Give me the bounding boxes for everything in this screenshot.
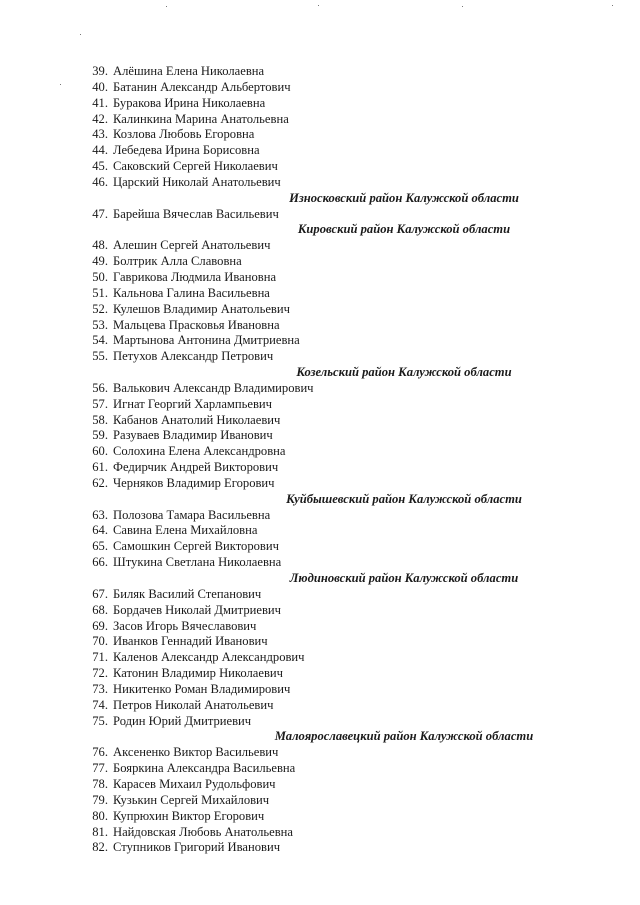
district-heading: Куйбышевский район Калужской области (286, 491, 522, 506)
list-item (84, 318, 604, 334)
item-number: 52. (92, 301, 108, 316)
item-number: 78. (92, 776, 108, 791)
item-number: 60. (92, 444, 108, 459)
list-item (84, 619, 604, 635)
person-name: Кулешов Владимир Анатольевич (113, 301, 290, 316)
item-number: 56. (92, 380, 108, 395)
item-number: 68. (92, 602, 108, 617)
list-item (84, 460, 604, 476)
list-item (84, 539, 604, 555)
person-name: Буракова Ирина Николаевна (113, 95, 266, 110)
person-name: Родин Юрий Дмитриевич (113, 713, 252, 728)
item-number: 61. (92, 460, 108, 475)
list-item (84, 127, 604, 143)
list-item (84, 413, 604, 429)
item-number: 70. (92, 634, 108, 649)
person-name: Царский Николай Анатольевич (113, 174, 281, 189)
item-number: 80. (92, 808, 108, 823)
item-number: 57. (92, 396, 108, 411)
item-number: 46. (92, 174, 108, 189)
list-item (84, 523, 604, 539)
person-name: Бояркина Александра Васильевна (113, 761, 296, 776)
person-name: Никитенко Роман Владимирович (113, 681, 291, 696)
person-name: Каленов Александр Александрович (113, 650, 305, 665)
person-name: Катонин Владимир Николаевич (113, 666, 284, 681)
person-name: Солохина Елена Александровна (113, 444, 286, 459)
person-name: Самошкин Сергей Викторович (113, 539, 279, 554)
scan-speck (462, 6, 463, 7)
list-item (84, 809, 604, 825)
item-number: 40. (92, 79, 108, 94)
person-name: Лебедева Ирина Борисовна (113, 143, 260, 158)
item-number: 76. (92, 745, 108, 760)
person-name: Купрюхин Виктор Егорович (113, 808, 265, 823)
item-number: 69. (92, 618, 108, 633)
person-name: Разуваев Владимир Иванович (113, 428, 273, 443)
person-name: Бордачев Николай Дмитриевич (113, 602, 281, 617)
person-name: Саковский Сергей Николаевич (113, 159, 278, 174)
item-number: 48. (92, 238, 108, 253)
list-item (84, 286, 604, 302)
list-item (84, 238, 604, 254)
item-number: 49. (92, 254, 108, 269)
person-name: Карасев Михаил Рудольфович (113, 776, 276, 791)
item-number: 55. (92, 349, 108, 364)
item-number: 58. (92, 412, 108, 427)
item-number: 79. (92, 792, 108, 807)
person-name: Алешин Сергей Анатольевич (113, 238, 271, 253)
list-item (84, 96, 604, 112)
list-item (84, 207, 604, 223)
person-name: Найдовская Любовь Анатольевна (113, 824, 294, 839)
district-heading: Людиновский район Калужской области (289, 571, 519, 585)
person-name: Петухов Александр Петрович (113, 349, 274, 364)
district-heading: Козельский район Калужской области (296, 365, 512, 380)
item-number: 74. (92, 697, 108, 712)
list-item (84, 587, 604, 603)
list-item (84, 825, 604, 841)
item-number: 63. (92, 507, 108, 522)
item-number: 72. (92, 666, 108, 681)
item-number: 73. (92, 681, 108, 696)
list-item (84, 555, 604, 571)
list-item (84, 761, 604, 777)
item-number: 71. (92, 650, 108, 665)
district-heading: Кировский район Калужской области (297, 222, 511, 237)
item-number: 81. (92, 824, 108, 839)
list-item (84, 80, 604, 96)
item-number: 51. (92, 285, 108, 300)
person-name: Черняков Владимир Егорович (113, 475, 275, 490)
item-number: 50. (92, 269, 108, 284)
name-list (84, 64, 604, 856)
list-item (84, 603, 604, 619)
person-name: Иванков Геннадий Иванович (113, 634, 268, 649)
person-name: Кабанов Анатолий Николаевич (113, 412, 281, 427)
person-name: Засов Игорь Вячеславович (113, 618, 257, 633)
list-item (84, 714, 604, 730)
item-number: 53. (92, 317, 108, 332)
item-number: 44. (92, 143, 108, 158)
list-item (84, 508, 604, 524)
scan-speck (318, 5, 319, 6)
scan-speck (166, 6, 167, 7)
person-name: Биляк Василий Степанович (113, 586, 262, 601)
person-name: Калинкина Марина Анатольевна (113, 111, 289, 126)
list-item (84, 159, 604, 175)
person-name: Петров Николай Анатольевич (113, 697, 274, 712)
person-name: Кальнова Галина Васильевна (113, 285, 270, 300)
item-number: 66. (92, 555, 108, 570)
list-item (84, 793, 604, 809)
item-number: 65. (92, 539, 108, 554)
person-name: Болтрик Алла Славовна (113, 254, 242, 269)
person-name: Алёшина Елена Николаевна (113, 64, 265, 78)
list-item (84, 175, 604, 191)
person-name: Валькович Александр Владимирович (113, 380, 314, 395)
person-name: Мартынова Антонина Дмитриевна (113, 333, 300, 348)
list-item (84, 302, 604, 318)
person-name: Полозова Тамара Васильевна (113, 507, 271, 522)
list-item (84, 777, 604, 793)
person-name: Мальцева Прасковья Ивановна (113, 317, 280, 332)
person-name: Барейша Вячеслав Васильевич (113, 206, 279, 221)
item-number: 45. (92, 159, 108, 174)
district-heading: Малоярославецкий район Калужской области (274, 729, 534, 744)
item-number: 54. (92, 333, 108, 348)
item-number: 59. (92, 428, 108, 443)
item-number: 62. (92, 475, 108, 490)
list-item (84, 64, 604, 80)
item-number: 42. (92, 111, 108, 126)
person-name: Кузькин Сергей Михайлович (113, 792, 270, 807)
scan-speck (60, 84, 61, 85)
person-name: Козлова Любовь Егоровна (113, 127, 255, 142)
item-number: 77. (92, 761, 108, 776)
list-item (84, 333, 604, 349)
list-item (84, 650, 604, 666)
item-number: 39. (92, 64, 108, 78)
list-item (84, 143, 604, 159)
item-number: 43. (92, 127, 108, 142)
person-name: Гаврикова Людмила Ивановна (113, 269, 277, 284)
list-item (84, 112, 604, 128)
person-name: Игнат Георгий Харлампьевич (113, 396, 272, 411)
list-item (84, 349, 604, 365)
item-number: 67. (92, 586, 108, 601)
list-item (84, 270, 604, 286)
person-name: Батанин Александр Альбертович (113, 79, 291, 94)
list-item (84, 745, 604, 761)
item-number: 47. (92, 206, 108, 221)
list-item (84, 682, 604, 698)
scan-speck (80, 34, 81, 35)
list-item (84, 840, 604, 856)
person-name: Штукина Светлана Николаевна (113, 555, 282, 570)
list-item (84, 444, 604, 460)
list-item (84, 381, 604, 397)
person-name: Савина Елена Михайловна (113, 523, 258, 538)
list-item (84, 476, 604, 492)
district-heading: Износковский район Калужской области (289, 190, 519, 205)
item-number: 64. (92, 523, 108, 538)
item-number: 82. (92, 840, 108, 855)
list-item (84, 634, 604, 650)
list-item (84, 698, 604, 714)
item-number: 41. (92, 95, 108, 110)
person-name: Ступников Григорий Иванович (113, 840, 281, 855)
person-name: Аксененко Виктор Васильевич (113, 745, 279, 760)
item-number: 75. (92, 713, 108, 728)
list-item (84, 428, 604, 444)
person-name: Федирчик Андрей Викторович (113, 460, 279, 475)
list-item (84, 666, 604, 682)
list-item (84, 254, 604, 270)
scan-speck (612, 5, 613, 6)
list-item (84, 397, 604, 413)
